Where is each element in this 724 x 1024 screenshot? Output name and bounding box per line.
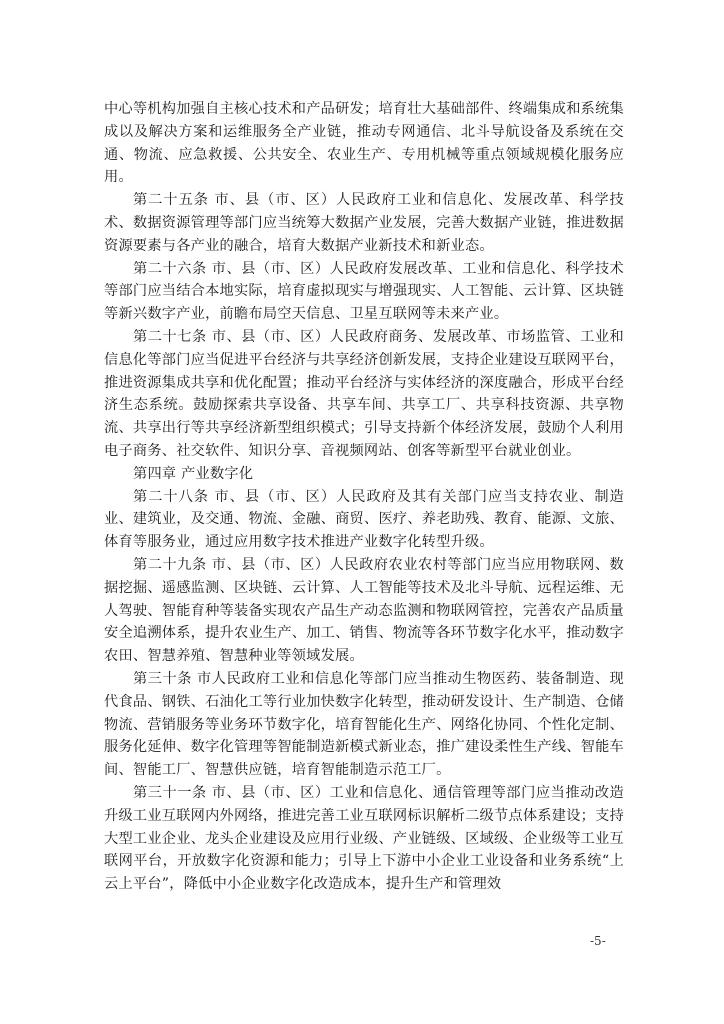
- article-29: 第二十九条 市、县（市、区）人民政府农业农村等部门应当应用物联网、数据挖掘、遥感监测、区块链、云计算、人工智能等技术及北斗导航、远程运维、无人驾驶、智能育种等装备实现农产品生产动态监测和物联网管控，完善农产品质量安全追溯体系，提升农业生产、加工、销售、物流等各环节数字化水平，推动数字农田、智慧养殖、智慧种业等领域发展。: [104, 556, 624, 665]
- document-page: [104, 98, 624, 896]
- article-27: 第二十七条 市、县（市、区）人民政府商务、发展改革、市场监管、工业和信息化等部门应当促进平台经济与共享经济创新发展，支持企业建设互联网平台，推进资源集成共享和优化配置；推动平台经济与实体经济的深度融合，形成平台经济生态系统。鼓励探索共享设备、共享车间、共享工厂、共享科技资源、共享物流、共享出行等共享经济新型组织模式；引导支持新个体经济发展，鼓励个人利用电子商务、社交软件、知识分享、音视频网站、创客等新型平台就业创业。: [104, 328, 624, 459]
- page-number: -5-: [590, 934, 606, 948]
- article-31: 第三十一条 市、县（市、区）工业和信息化、通信管理等部门应当推动改造升级工业互联网内外网络，推进完善工业互联网标识解析二级节点体系建设；支持大型工业企业、龙头企业建设及应用行业级、产业链级、区域级、企业级等工业互联网平台，开放数字化资源和能力；引导上下游中小企业工业设备和业务系统“上云上平台”，降低中小企业数字化改造成本，提升生产和管理效: [104, 784, 624, 893]
- paragraph-continuation: 中心等机构加强自主核心技术和产品研发；培育壮大基础部件、终端集成和系统集成以及解决方案和运维服务全产业链，推动专网通信、北斗导航设备及系统在交通、物流、应急救援、公共安全、农业生产、专用机械等重点领域规模化服务应用。: [104, 101, 624, 186]
- chapter-4-heading: 第四章 产业数字化: [133, 465, 254, 482]
- article-30: 第三十条 市人民政府工业和信息化等部门应当推动生物医药、装备制造、现代食品、钢铁、石油化工等行业加快数字化转型，推动研发设计、生产制造、仓储物流、营销服务等业务环节数字化，培育智能化生产、网络化协同、个性化定制、服务化延伸、数字化管理等智能制造新模式新业态，推广建设柔性生产线、智能车间、智能工厂、智慧供应链，培育智能制造示范工厂。: [104, 670, 624, 779]
- article-25: 第二十五条 市、县（市、区）人民政府工业和信息化、发展改革、科学技术、数据资源管理等部门应当统筹大数据产业发展，完善大数据产业链，推进数据资源要素与各产业的融合，培育大数据产业新技术和新业态。: [104, 192, 624, 254]
- article-26: 第二十六条 市、县（市、区）人民政府发展改革、工业和信息化、科学技术等部门应当结合本地实际，培育虚拟现实与增强现实、人工智能、云计算、区块链等新兴数字产业，前瞻布局空天信息、卫星互联网等未来产业。: [104, 260, 624, 323]
- article-28: 第二十八条 市、县（市、区）人民政府及其有关部门应当支持农业、制造业、建筑业，及交通、物流、金融、商贸、医疗、养老助残、教育、能源、文旅、体育等服务业，通过应用数字技术推进产业数字化转型升级。: [104, 488, 624, 551]
